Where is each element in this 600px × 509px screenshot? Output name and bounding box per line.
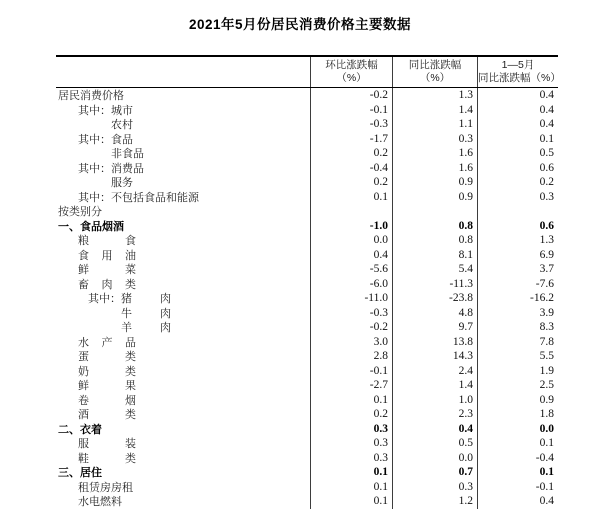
table-row xyxy=(56,494,558,509)
yoy-value: 5.4 xyxy=(392,262,477,277)
row-label xyxy=(56,422,310,437)
mom-value: -0.1 xyxy=(310,103,392,118)
ytd-value: 0.4 xyxy=(477,103,558,118)
row-label xyxy=(56,132,310,147)
row-label-text: 鞋类 xyxy=(78,452,136,465)
row-label-text: 水产品 xyxy=(78,336,136,349)
row-label-text: 猪肉 xyxy=(121,293,171,306)
row-label-text: 居民消费价格 xyxy=(58,90,124,103)
row-label-text: 羊肉 xyxy=(121,322,171,335)
yoy-value: -11.3 xyxy=(392,277,477,292)
ytd-value: 7.8 xyxy=(477,335,558,350)
row-label xyxy=(56,480,310,495)
yoy-value: 0.4 xyxy=(392,422,477,437)
row-label xyxy=(56,349,310,364)
table-row xyxy=(56,393,558,408)
ytd-value: 1.3 xyxy=(477,233,558,248)
ytd-value: 0.4 xyxy=(477,117,558,132)
page-title: 2021年5月份居民消费价格主要数据 xyxy=(188,17,412,32)
table-row xyxy=(56,175,558,190)
row-label-text: 鲜果 xyxy=(78,380,136,393)
row-label-prefix: 其中： xyxy=(78,104,111,117)
ytd-value: 0.4 xyxy=(477,494,558,509)
row-label xyxy=(56,364,310,379)
row-label-text: 畜肉类 xyxy=(78,278,136,291)
row-label xyxy=(56,233,310,248)
row-label xyxy=(56,262,310,277)
header-mom-change xyxy=(310,57,392,87)
yoy-value: 0.9 xyxy=(392,190,477,205)
mom-value: -0.3 xyxy=(310,117,392,132)
row-label xyxy=(56,175,310,190)
row-label-text: 服装 xyxy=(78,438,136,451)
row-label-text: 食品 xyxy=(111,133,133,146)
row-label-text: 农村 xyxy=(111,119,133,132)
mom-value xyxy=(310,204,392,219)
row-label xyxy=(56,248,310,263)
yoy-value: 1.0 xyxy=(392,393,477,408)
table-row xyxy=(56,364,558,379)
ytd-value: 5.5 xyxy=(477,349,558,364)
mom-value: -1.7 xyxy=(310,132,392,147)
row-label xyxy=(56,494,310,509)
row-label xyxy=(56,146,310,161)
row-label-text: 按类别分 xyxy=(58,206,102,219)
ytd-value: 0.4 xyxy=(477,88,558,103)
row-label-text: 二、衣着 xyxy=(58,423,102,436)
table-row xyxy=(56,422,558,437)
cpi-table xyxy=(56,55,561,509)
yoy-value: -23.8 xyxy=(392,291,477,306)
table-row xyxy=(56,451,558,466)
yoy-value: 0.7 xyxy=(392,465,477,480)
row-label xyxy=(56,335,310,350)
ytd-value: -7.6 xyxy=(477,277,558,292)
mom-value: -0.4 xyxy=(310,161,392,176)
yoy-value: 2.3 xyxy=(392,407,477,422)
table-row xyxy=(56,436,558,451)
ytd-value: 8.3 xyxy=(477,320,558,335)
yoy-value: 1.4 xyxy=(392,103,477,118)
header-yoy-line2: （%） xyxy=(419,72,451,84)
yoy-value: 0.5 xyxy=(392,436,477,451)
table-body xyxy=(56,88,558,509)
row-label-text: 牛肉 xyxy=(121,307,171,320)
row-label-prefix: 其中： xyxy=(78,133,111,146)
ytd-value: 2.5 xyxy=(477,378,558,393)
header-mom-line2: （%） xyxy=(336,72,367,84)
row-label xyxy=(56,436,310,451)
yoy-value: 1.4 xyxy=(392,378,477,393)
ytd-value: 1.8 xyxy=(477,407,558,422)
mom-value: -11.0 xyxy=(310,291,392,306)
row-label xyxy=(56,465,310,480)
table-row xyxy=(56,146,558,161)
table-row xyxy=(56,465,558,480)
ytd-value: 0.3 xyxy=(477,190,558,205)
header-ytd-yoy-change xyxy=(477,57,561,87)
yoy-value: 9.7 xyxy=(392,320,477,335)
row-label-text: 蛋类 xyxy=(78,351,136,364)
row-label-text: 一、食品烟酒 xyxy=(58,220,124,233)
row-label xyxy=(56,277,310,292)
table-row xyxy=(56,320,558,335)
ytd-value: 0.9 xyxy=(477,393,558,408)
ytd-value: 0.6 xyxy=(477,219,558,234)
mom-value: 0.1 xyxy=(310,190,392,205)
mom-value: 0.1 xyxy=(310,465,392,480)
mom-value: -1.0 xyxy=(310,219,392,234)
yoy-value: 13.8 xyxy=(392,335,477,350)
table-row xyxy=(56,262,558,277)
table-row xyxy=(56,291,558,306)
table-row xyxy=(56,103,558,118)
mom-value: 0.2 xyxy=(310,407,392,422)
ytd-value: 0.0 xyxy=(477,422,558,437)
mom-value: -2.7 xyxy=(310,378,392,393)
mom-value: 0.1 xyxy=(310,393,392,408)
mom-value: 0.1 xyxy=(310,480,392,495)
header-mom-line1: 环比涨跌幅 xyxy=(325,58,378,71)
row-label xyxy=(56,407,310,422)
ytd-value: 0.1 xyxy=(477,132,558,147)
yoy-value xyxy=(392,204,477,219)
table-row xyxy=(56,88,558,103)
row-label xyxy=(56,291,310,306)
row-label-text: 不包括食品和能源 xyxy=(111,191,199,204)
row-label-text: 服务 xyxy=(111,177,133,190)
yoy-value: 1.1 xyxy=(392,117,477,132)
table-row xyxy=(56,190,558,205)
mom-value: 0.0 xyxy=(310,233,392,248)
table-row xyxy=(56,233,558,248)
row-label xyxy=(56,117,310,132)
mom-value: 0.2 xyxy=(310,175,392,190)
row-label-text: 水电燃料 xyxy=(78,496,122,509)
mom-value: 0.3 xyxy=(310,422,392,437)
table-row xyxy=(56,161,558,176)
mom-value: -6.0 xyxy=(310,277,392,292)
yoy-value: 4.8 xyxy=(392,306,477,321)
ytd-value: 6.9 xyxy=(477,248,558,263)
row-label-text: 三、居住 xyxy=(58,467,102,480)
mom-value: 0.3 xyxy=(310,436,392,451)
yoy-value: 0.3 xyxy=(392,132,477,147)
table-row xyxy=(56,378,558,393)
table-row xyxy=(56,407,558,422)
header-yoy-change xyxy=(392,57,477,87)
row-label xyxy=(56,103,310,118)
ytd-value: 0.1 xyxy=(477,436,558,451)
mom-value: 0.1 xyxy=(310,494,392,509)
mom-value: -0.2 xyxy=(310,320,392,335)
row-label-prefix: 其中： xyxy=(88,293,121,306)
table-row xyxy=(56,248,558,263)
mom-value: 0.4 xyxy=(310,248,392,263)
ytd-value xyxy=(477,204,558,219)
row-label-text: 非食品 xyxy=(111,148,144,161)
row-label-prefix: 其中： xyxy=(78,162,111,175)
ytd-value: 0.6 xyxy=(477,161,558,176)
yoy-value: 1.6 xyxy=(392,146,477,161)
ytd-value: 1.9 xyxy=(477,364,558,379)
yoy-value: 0.9 xyxy=(392,175,477,190)
row-label-text: 粮食 xyxy=(78,235,136,248)
row-label-prefix: 其中： xyxy=(78,191,111,204)
table-row xyxy=(56,349,558,364)
header-row-label-column xyxy=(56,57,310,87)
table-row xyxy=(56,306,558,321)
yoy-value: 1.6 xyxy=(392,161,477,176)
row-label-text: 城市 xyxy=(111,104,133,117)
mom-value: -0.2 xyxy=(310,88,392,103)
row-label-text: 卷烟 xyxy=(78,394,136,407)
yoy-value: 14.3 xyxy=(392,349,477,364)
ytd-value: 0.1 xyxy=(477,465,558,480)
table-row xyxy=(56,132,558,147)
header-ytd-line1: 1—5月 xyxy=(501,58,535,71)
row-label xyxy=(56,190,310,205)
ytd-value: 0.2 xyxy=(477,175,558,190)
yoy-value: 0.8 xyxy=(392,233,477,248)
row-label xyxy=(56,393,310,408)
table-row xyxy=(56,277,558,292)
ytd-value: 0.5 xyxy=(477,146,558,161)
ytd-value: 3.9 xyxy=(477,306,558,321)
table-row xyxy=(56,480,558,495)
row-label xyxy=(56,451,310,466)
mom-value: 0.3 xyxy=(310,451,392,466)
ytd-value: -0.4 xyxy=(477,451,558,466)
ytd-value: -0.1 xyxy=(477,480,558,495)
header-ytd-line2: 同比涨跌幅（%） xyxy=(478,72,561,84)
row-label-text: 食用油 xyxy=(78,249,136,262)
table-row xyxy=(56,335,558,350)
row-label xyxy=(56,306,310,321)
yoy-value: 2.4 xyxy=(392,364,477,379)
table-header-row xyxy=(56,57,561,88)
row-label-text: 奶类 xyxy=(78,365,136,378)
row-label xyxy=(56,161,310,176)
header-yoy-line1: 同比涨跌幅 xyxy=(408,58,462,71)
yoy-value: 1.2 xyxy=(392,494,477,509)
yoy-value: 0.8 xyxy=(392,219,477,234)
row-label xyxy=(56,204,310,219)
yoy-value: 0.3 xyxy=(392,480,477,495)
table-row xyxy=(56,117,558,132)
mom-value: -5.6 xyxy=(310,262,392,277)
mom-value: -0.3 xyxy=(310,306,392,321)
yoy-value: 0.0 xyxy=(392,451,477,466)
row-label xyxy=(56,320,310,335)
yoy-value: 8.1 xyxy=(392,248,477,263)
row-label xyxy=(56,378,310,393)
table-row xyxy=(56,219,558,234)
mom-value: -0.1 xyxy=(310,364,392,379)
row-label-text: 租赁房房租 xyxy=(78,481,133,494)
mom-value: 0.2 xyxy=(310,146,392,161)
row-label-text: 消费品 xyxy=(111,162,144,175)
mom-value: 2.8 xyxy=(310,349,392,364)
yoy-value: 1.3 xyxy=(392,88,477,103)
row-label xyxy=(56,88,310,103)
row-label xyxy=(56,219,310,234)
ytd-value: 3.7 xyxy=(477,262,558,277)
table-row xyxy=(56,204,558,219)
ytd-value: -16.2 xyxy=(477,291,558,306)
mom-value: 3.0 xyxy=(310,335,392,350)
row-label-text: 鲜菜 xyxy=(78,264,136,277)
row-label-text: 酒类 xyxy=(78,409,136,422)
